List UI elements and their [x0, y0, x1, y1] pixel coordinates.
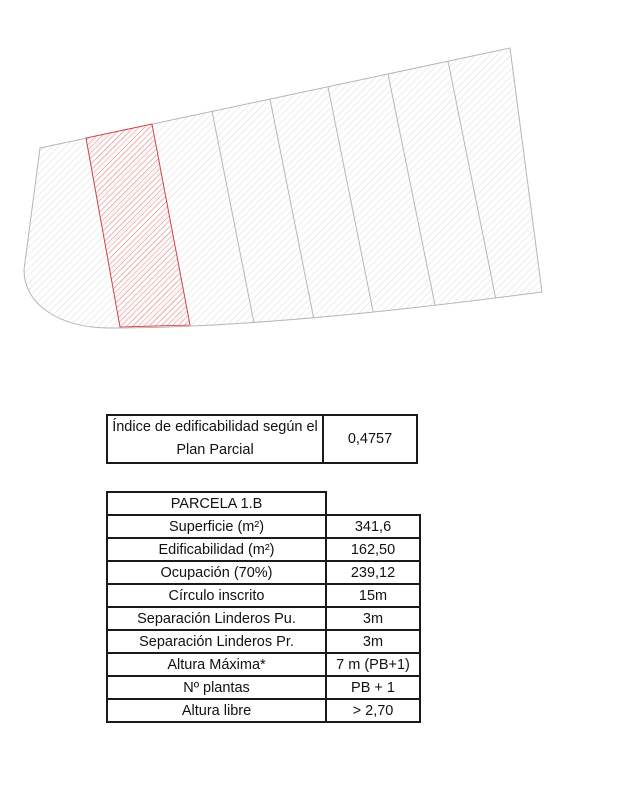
- row-value: 239,12: [326, 561, 420, 584]
- row-value: 3m: [326, 630, 420, 653]
- row-value: 15m: [326, 584, 420, 607]
- row-value: > 2,70: [326, 699, 420, 722]
- row-label: Edificabilidad (m²): [107, 538, 326, 561]
- table-row: [107, 699, 420, 722]
- table-row: [107, 584, 420, 607]
- parcel-data-table: [106, 491, 421, 723]
- row-label: Separación Linderos Pu.: [107, 607, 326, 630]
- row-value: 3m: [326, 607, 420, 630]
- row-label: Altura libre: [107, 699, 326, 722]
- table-row: [107, 676, 420, 699]
- row-label: Superficie (m²): [107, 515, 326, 538]
- table-row: [107, 515, 420, 538]
- row-value: 162,50: [326, 538, 420, 561]
- row-value: 7 m (PB+1): [326, 653, 420, 676]
- table-row: [107, 630, 420, 653]
- row-label: Nº plantas: [107, 676, 326, 699]
- table-row: [107, 653, 420, 676]
- row-label: Ocupación (70%): [107, 561, 326, 584]
- buildability-index-label: Índice de edificabilidad según el Plan Parcial: [107, 415, 323, 463]
- table-row: [107, 607, 420, 630]
- table-row: [107, 561, 420, 584]
- table-row: [107, 538, 420, 561]
- row-value: 341,6: [326, 515, 420, 538]
- row-value: PB + 1: [326, 676, 420, 699]
- buildability-index-value: 0,4757: [323, 415, 417, 463]
- row-label: Círculo inscrito: [107, 584, 326, 607]
- parcel-site-plan: [0, 0, 636, 380]
- row-label: Altura Máxima*: [107, 653, 326, 676]
- parcel-title: PARCELA 1.B: [107, 492, 326, 515]
- parcel-title-blank: [326, 492, 420, 515]
- buildability-index-table: [106, 414, 418, 464]
- row-label: Separación Linderos Pr.: [107, 630, 326, 653]
